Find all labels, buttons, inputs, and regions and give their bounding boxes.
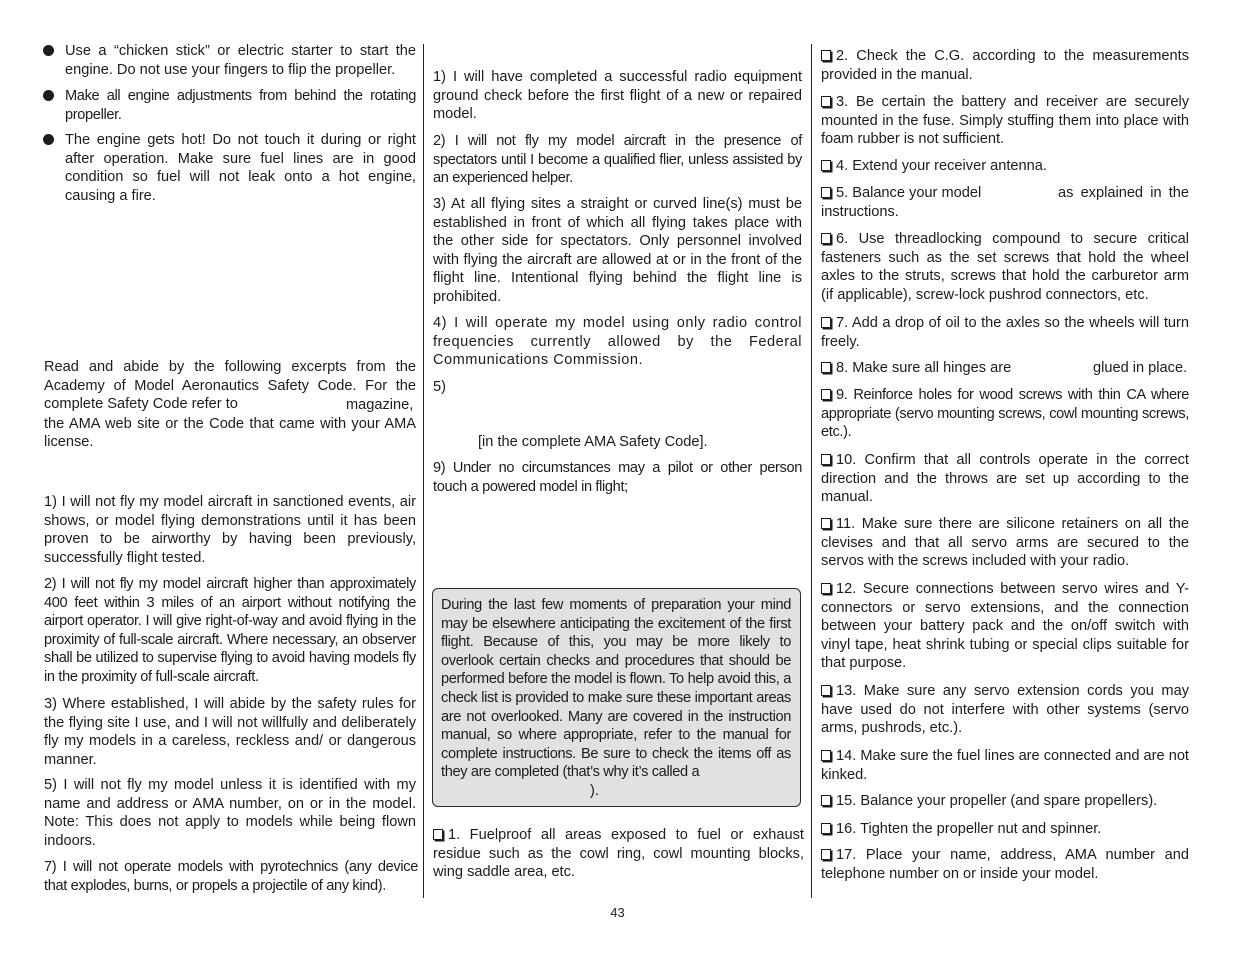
- checkbox-icon[interactable]: [821, 750, 831, 761]
- bullet-item: Use a “chicken stick” or electric starter to start the engine. Do not use your fingers to flip the propeller.: [65, 43, 416, 78]
- ama-intro-part2: magazine, the AMA web site or the Code that came with your AMA license.: [44, 397, 416, 451]
- checklist-item-12: [821, 580, 1189, 673]
- checkbox-icon[interactable]: [821, 362, 831, 373]
- safety-rule: 1) I will have completed a successful radio equipment ground check before the first flight of a new or repaired model.: [433, 69, 802, 123]
- preflight-callout-text: During the last few moments of preparation your mind may be elsewhere anticipating the excitement of the first flight. Because of this, you may be more likely to overlook certain checks and procedures that should be performed before the model is flown. To help avoid this, a check list is provided to make sure these important areas are not overlooked. Many are covered in the instruction manual, so where appropriate, refer to the manual for complete instructions. Be sure to check the items off as they are completed (that’s why it’s called a: [441, 597, 791, 781]
- checklist-item-16: [821, 820, 1189, 839]
- bullet-item: The engine gets hot! Do not touch it during or right after operation. Make sure fuel lines are in good condition so fuel will not leak onto a hot engine, causing a fire.: [65, 132, 416, 204]
- checkbox-icon[interactable]: [821, 823, 831, 834]
- preflight-callout-end: ).: [590, 783, 599, 799]
- checklist-item-10: [821, 451, 1189, 507]
- checklist-text: 4. Extend your receiver antenna.: [836, 158, 1047, 174]
- checklist-text: 16. Tighten the propeller nut and spinner.: [836, 821, 1102, 837]
- bullet-icon: [43, 45, 54, 56]
- checklist-text: 3. Be certain the battery and receiver are securely mounted in the fuse. Simply stuffing them into place with foam rubber is not sufficient.: [821, 94, 1189, 148]
- safety-rule: 4) I will operate my model using only radio control frequencies currently allowed by the Federal Communications Commission.: [433, 315, 802, 369]
- checklist-item-14: [821, 747, 1189, 784]
- checkbox-icon[interactable]: [821, 50, 831, 61]
- checklist-text: 12. Secure connections between servo wires and Y-connectors or servo extensions, and the connection between your battery pack and the on/off switch with vinyl tape, heat shrink tubing or special clips suitable for that purpose.: [821, 581, 1189, 672]
- ama-intro-part1: Read and abide by the following excerpts from the Academy of Model Aeronautics Safety Code. For the complete Safety Code refer to: [44, 359, 416, 413]
- checklist-text: 5. Balance your model: [836, 185, 982, 201]
- safety-rule: 9) Under no circumstances may a pilot or other person touch a powered model in flight;: [433, 460, 802, 495]
- checklist-text: 6. Use threadlocking compound to secure critical fasteners such as the set screws that hold the wheel axles to the struts, screws that hold the carburetor arm (if applicable), screw-lock pushrod connectors, etc.: [821, 231, 1189, 303]
- checklist-text: 11. Make sure there are silicone retainers on all the clevises and that all servo arms are secured to the servos with the screws included with your radio.: [821, 516, 1189, 570]
- safety-rule: 7) I will not operate models with pyrotechnics (any device that explodes, burns, or propels a projectile of any kind).: [44, 859, 418, 894]
- checklist-text: 13. Make sure any servo extension cords you may have used do not interfere with other systems (servo arms, pushrods, etc.).: [821, 683, 1189, 737]
- safety-rule: 2) I will not fly my model aircraft higher than approximately 400 feet within 3 miles of an airport without notifying the airport operator. I will give right-of-way and avoid flying in the proximity of full-scale aircraft. Where necessary, an observer shall be utilized to supervise flying to avoid having models fly in the proximity of full-scale aircraft.: [44, 576, 416, 685]
- checklist-text-continued: glued in place.: [1093, 360, 1188, 376]
- checklist-text: 1. Fuelproof all areas exposed to fuel or exhaust residue such as the cowl ring, cowl mounting blocks, wing saddle area, etc.: [433, 827, 804, 881]
- checklist-item-3: [821, 93, 1189, 149]
- checklist-item-6: [821, 230, 1189, 304]
- checkbox-icon[interactable]: [821, 685, 831, 696]
- checklist-item-15: [821, 792, 1189, 811]
- checklist-text: 14. Make sure the fuel lines are connected and are not kinked.: [821, 748, 1189, 783]
- safety-rule-tail: [in the complete AMA Safety Code].: [478, 434, 708, 450]
- preflight-callout-box: [432, 588, 801, 807]
- checkbox-icon[interactable]: [821, 518, 831, 529]
- checklist-text: 9. Reinforce holes for wood screws with thin CA where appropriate (servo mounting screws, cowl mounting screws, etc.).: [821, 387, 1189, 441]
- checklist-item-13: [821, 682, 1189, 738]
- checklist-text: 17. Place your name, address, AMA number and telephone number on or inside your model.: [821, 847, 1189, 882]
- checklist-text: 2. Check the C.G. according to the measurements provided in the manual.: [821, 48, 1189, 83]
- checkbox-icon[interactable]: [821, 160, 831, 171]
- safety-rule: 3) Where established, I will abide by the safety rules for the flying site I use, and I will not willfully and deliberately fly my models in a careless, reckless and/ or dangerous manner.: [44, 696, 416, 768]
- checkbox-icon[interactable]: [433, 829, 443, 840]
- checklist-text: 15. Balance your propeller (and spare propellers).: [836, 793, 1158, 809]
- checkbox-icon[interactable]: [821, 583, 831, 594]
- checkbox-icon[interactable]: [821, 96, 831, 107]
- checkbox-icon[interactable]: [821, 389, 831, 400]
- safety-rule: 5) I will not fly my model unless it is identified with my name and address or AMA number, on or in the model. Note: This does not apply to models while being flown indoors.: [44, 777, 416, 849]
- checklist-item-4: [821, 157, 1189, 176]
- checklist-item-1: [433, 826, 804, 882]
- checklist-text: 8. Make sure all hinges are: [836, 360, 1012, 376]
- bullet-icon: [43, 90, 54, 101]
- checklist-item-2: [821, 47, 1189, 84]
- checklist-text-continued: as explained in the instructions.: [821, 185, 1189, 220]
- checkbox-icon[interactable]: [821, 454, 831, 465]
- safety-rule: 2) I will not fly my model aircraft in the presence of spectators until I become a qualified flier, unless assisted by an experienced helper.: [433, 133, 802, 187]
- checkbox-icon[interactable]: [821, 849, 831, 860]
- checklist-item-7: [821, 314, 1189, 351]
- bullet-icon: [43, 134, 54, 145]
- checkbox-icon[interactable]: [821, 317, 831, 328]
- safety-rule-number: 5): [433, 379, 446, 395]
- checkbox-icon[interactable]: [821, 233, 831, 244]
- column-divider-left: [423, 44, 424, 898]
- checklist-text: 7. Add a drop of oil to the axles so the wheels will turn freely.: [821, 315, 1189, 350]
- safety-rule: 1) I will not fly my model aircraft in sanctioned events, air shows, or model flying demonstrations until it has been proven to be airworthy by having been previously, successfully flight tested.: [44, 494, 416, 566]
- safety-rule: 3) At all flying sites a straight or curved line(s) must be established in front of which all flying takes place with the other side for spectators. Only personnel involved with flying the aircraft are allowed at or in the front of the flight line. Intentional flying behind the flight line is prohibited.: [433, 196, 802, 305]
- checklist-item-17: [821, 846, 1189, 883]
- page-number: 43: [610, 905, 625, 920]
- column-divider-right: [811, 44, 812, 898]
- checklist-item-9: [821, 386, 1189, 442]
- checkbox-icon[interactable]: [821, 795, 831, 806]
- checklist-text: 10. Confirm that all controls operate in the correct direction and the throws are set up according to the manual.: [821, 452, 1189, 506]
- checklist-item-11: [821, 515, 1189, 571]
- bullet-item: Make all engine adjustments from behind the rotating propeller.: [65, 88, 416, 123]
